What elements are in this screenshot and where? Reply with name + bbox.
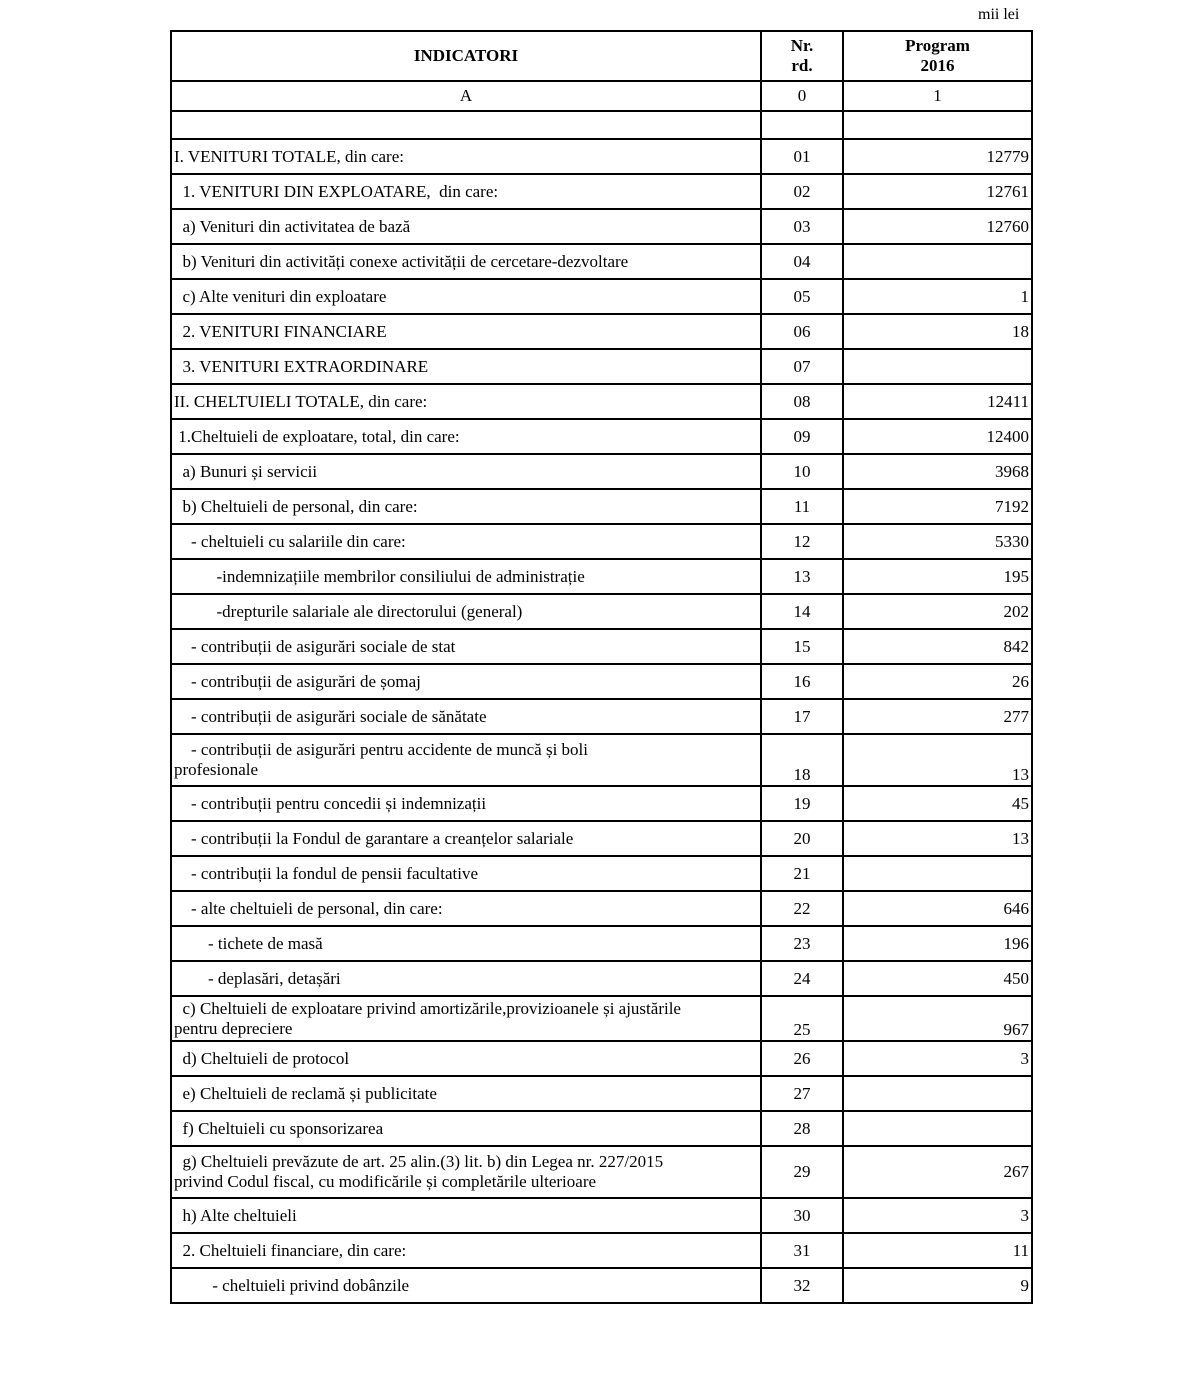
row-value: 277	[843, 699, 1032, 734]
row-label: b) Cheltuieli de personal, din care:	[171, 489, 761, 524]
row-label: g) Cheltuieli prevăzute de art. 25 alin.(3) lit. b) din Legea nr. 227/2015 privind Codul fiscal, cu modificările și completările ulterioare	[171, 1146, 761, 1198]
table-row	[171, 174, 1032, 209]
row-label: h) Alte cheltuieli	[171, 1198, 761, 1233]
row-number: 22	[761, 891, 843, 926]
row-value: 450	[843, 961, 1032, 996]
row-label: I. VENITURI TOTALE, din care:	[171, 139, 761, 174]
table-row	[171, 1076, 1032, 1111]
row-number: 04	[761, 244, 843, 279]
table-row	[171, 926, 1032, 961]
subheader-1: 1	[843, 81, 1032, 111]
row-number: 05	[761, 279, 843, 314]
row-value: 3	[843, 1041, 1032, 1076]
row-value	[843, 1111, 1032, 1146]
row-number: 11	[761, 489, 843, 524]
row-number: 15	[761, 629, 843, 664]
table-header-row	[171, 31, 1032, 81]
row-number: 27	[761, 1076, 843, 1111]
row-value: 202	[843, 594, 1032, 629]
table-row	[171, 1111, 1032, 1146]
row-number: 19	[761, 786, 843, 821]
table-row	[171, 786, 1032, 821]
row-label: - contribuții la fondul de pensii facultative	[171, 856, 761, 891]
row-value: 267	[843, 1146, 1032, 1198]
row-value	[843, 111, 1032, 139]
row-value: 12761	[843, 174, 1032, 209]
table-row	[171, 891, 1032, 926]
row-number: 08	[761, 384, 843, 419]
row-value	[843, 856, 1032, 891]
table-row	[171, 734, 1032, 786]
row-number: 01	[761, 139, 843, 174]
header-program: Program 2016	[843, 31, 1032, 81]
row-number: 26	[761, 1041, 843, 1076]
header-nr: Nr. rd.	[761, 31, 843, 81]
table-subheader-row	[171, 81, 1032, 111]
row-label: a) Venituri din activitatea de bază	[171, 209, 761, 244]
subheader-a: A	[171, 81, 761, 111]
row-number: 10	[761, 454, 843, 489]
table-row	[171, 559, 1032, 594]
row-label	[171, 111, 761, 139]
row-value: 45	[843, 786, 1032, 821]
row-value: 646	[843, 891, 1032, 926]
table-row	[171, 996, 1032, 1041]
table-row	[171, 629, 1032, 664]
row-label: c) Alte venituri din exploatare	[171, 279, 761, 314]
row-value: 9	[843, 1268, 1032, 1303]
table-row	[171, 349, 1032, 384]
row-label: - cheltuieli cu salariile din care:	[171, 524, 761, 559]
row-label: - contribuții pentru concedii și indemnizații	[171, 786, 761, 821]
row-number: 25	[761, 996, 843, 1041]
row-label: 2. Cheltuieli financiare, din care:	[171, 1233, 761, 1268]
table-row	[171, 594, 1032, 629]
table-row	[171, 209, 1032, 244]
indicators-table	[170, 30, 1033, 1304]
row-number: 14	[761, 594, 843, 629]
row-number: 30	[761, 1198, 843, 1233]
row-value: 1	[843, 279, 1032, 314]
table-row	[171, 314, 1032, 349]
row-number: 07	[761, 349, 843, 384]
table-row	[171, 139, 1032, 174]
row-value: 195	[843, 559, 1032, 594]
row-label: - contribuții de asigurări pentru accidente de muncă și boli profesionale	[171, 734, 761, 786]
table-row	[171, 1198, 1032, 1233]
table-row	[171, 454, 1032, 489]
row-number: 02	[761, 174, 843, 209]
row-label: - tichete de masă	[171, 926, 761, 961]
header-indicatori: INDICATORI	[171, 31, 761, 81]
row-value: 967	[843, 996, 1032, 1041]
table-row	[171, 244, 1032, 279]
row-label: b) Venituri din activități conexe activității de cercetare-dezvoltare	[171, 244, 761, 279]
table-row	[171, 279, 1032, 314]
row-number: 17	[761, 699, 843, 734]
row-label: 3. VENITURI EXTRAORDINARE	[171, 349, 761, 384]
row-value: 26	[843, 664, 1032, 699]
row-number: 06	[761, 314, 843, 349]
row-number: 28	[761, 1111, 843, 1146]
row-value: 11	[843, 1233, 1032, 1268]
table-row	[171, 856, 1032, 891]
row-number: 16	[761, 664, 843, 699]
row-label: - contribuții de asigurări de șomaj	[171, 664, 761, 699]
row-label: - contribuții la Fondul de garantare a creanțelor salariale	[171, 821, 761, 856]
unit-label: mii lei	[978, 6, 1020, 23]
row-value: 3	[843, 1198, 1032, 1233]
row-value: 196	[843, 926, 1032, 961]
row-number: 29	[761, 1146, 843, 1198]
row-value: 12411	[843, 384, 1032, 419]
row-number	[761, 111, 843, 139]
row-number: 09	[761, 419, 843, 454]
row-label: 1.Cheltuieli de exploatare, total, din care:	[171, 419, 761, 454]
subheader-0: 0	[761, 81, 843, 111]
row-label: a) Bunuri și servicii	[171, 454, 761, 489]
row-value: 13	[843, 821, 1032, 856]
row-label: - cheltuieli privind dobânzile	[171, 1268, 761, 1303]
row-value: 5330	[843, 524, 1032, 559]
table-row	[171, 1233, 1032, 1268]
row-value	[843, 244, 1032, 279]
row-number: 12	[761, 524, 843, 559]
row-number: 32	[761, 1268, 843, 1303]
row-number: 03	[761, 209, 843, 244]
row-value	[843, 1076, 1032, 1111]
row-label: 2. VENITURI FINANCIARE	[171, 314, 761, 349]
row-label: -drepturile salariale ale directorului (general)	[171, 594, 761, 629]
table-row	[171, 489, 1032, 524]
row-number: 23	[761, 926, 843, 961]
row-label: f) Cheltuieli cu sponsorizarea	[171, 1111, 761, 1146]
row-value: 842	[843, 629, 1032, 664]
row-label: e) Cheltuieli de reclamă și publicitate	[171, 1076, 761, 1111]
row-value: 12400	[843, 419, 1032, 454]
row-value: 12760	[843, 209, 1032, 244]
row-label: - contribuții de asigurări sociale de sănătate	[171, 699, 761, 734]
row-value	[843, 349, 1032, 384]
row-label: 1. VENITURI DIN EXPLOATARE, din care:	[171, 174, 761, 209]
table-row	[171, 961, 1032, 996]
table-row	[171, 524, 1032, 559]
table-row	[171, 821, 1032, 856]
row-number: 21	[761, 856, 843, 891]
table-row	[171, 384, 1032, 419]
row-value: 7192	[843, 489, 1032, 524]
row-label: II. CHELTUIELI TOTALE, din care:	[171, 384, 761, 419]
row-number: 13	[761, 559, 843, 594]
row-value: 3968	[843, 454, 1032, 489]
table-row	[171, 1041, 1032, 1076]
row-label: -indemnizațiile membrilor consiliului de administrație	[171, 559, 761, 594]
row-label: - deplasări, detașări	[171, 961, 761, 996]
row-number: 24	[761, 961, 843, 996]
row-number: 18	[761, 734, 843, 786]
table-row	[171, 664, 1032, 699]
row-value: 12779	[843, 139, 1032, 174]
table-row	[171, 1268, 1032, 1303]
row-number: 20	[761, 821, 843, 856]
row-number: 31	[761, 1233, 843, 1268]
row-value: 18	[843, 314, 1032, 349]
row-label: - alte cheltuieli de personal, din care:	[171, 891, 761, 926]
row-label: - contribuții de asigurări sociale de stat	[171, 629, 761, 664]
row-value: 13	[843, 734, 1032, 786]
row-label: c) Cheltuieli de exploatare privind amortizările,provizioanele și ajustările pentru depreciere	[171, 996, 761, 1041]
row-label: d) Cheltuieli de protocol	[171, 1041, 761, 1076]
table-row	[171, 419, 1032, 454]
table-body	[171, 111, 1032, 1303]
table-row	[171, 1146, 1032, 1198]
table-row	[171, 699, 1032, 734]
table-row	[171, 111, 1032, 139]
